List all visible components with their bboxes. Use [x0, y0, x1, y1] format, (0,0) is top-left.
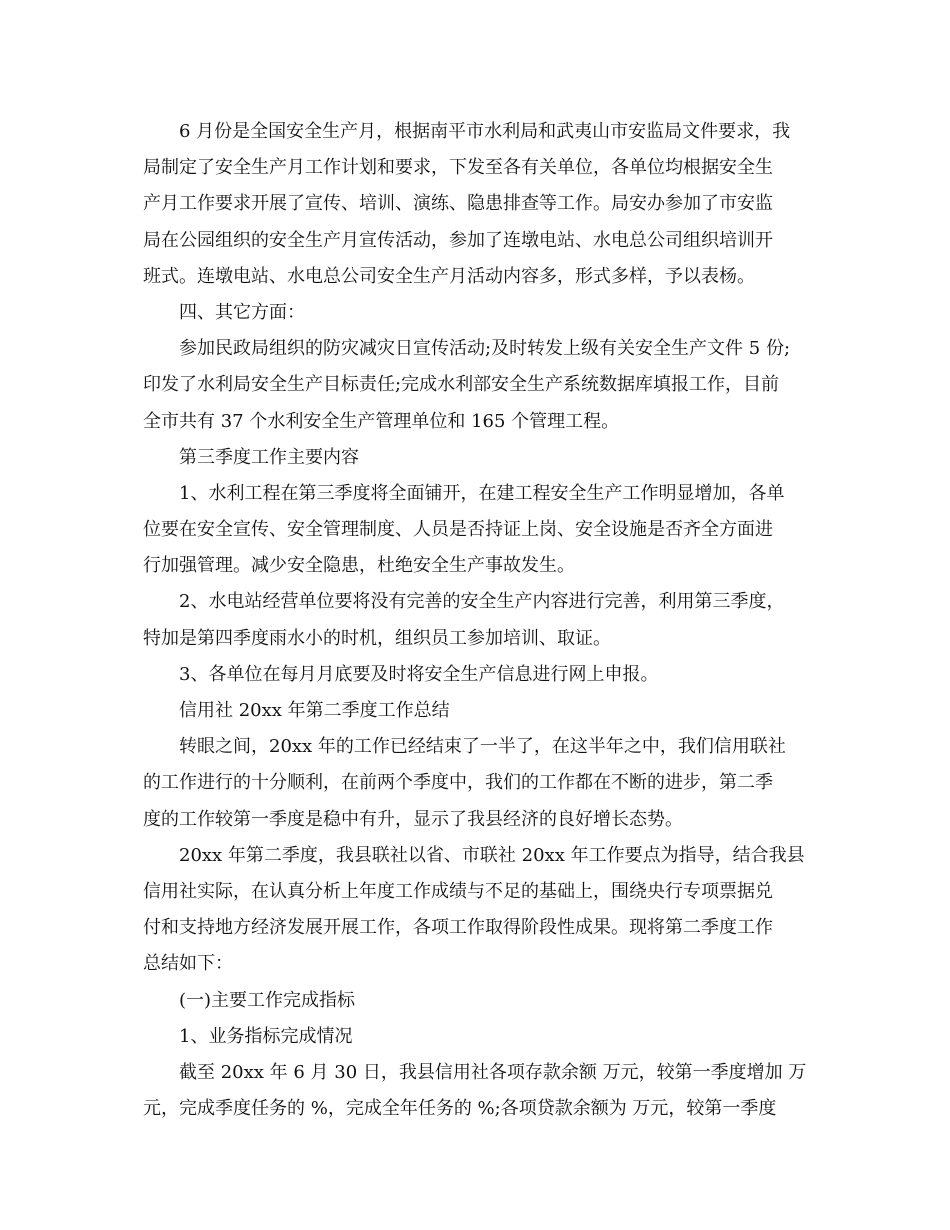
text-line: 班式。连墩电站、水电总公司安全生产月活动内容多，形式多样，予以表杨。: [143, 265, 755, 287]
section-heading-other: [143, 295, 807, 331]
text-line: 印发了水利局安全生产目标责任;完成水利部安全生产系统数据库填报工作，目前: [143, 374, 780, 396]
paragraph-q3-item-1: [143, 476, 807, 585]
paragraph-deposit-figures: [143, 1055, 807, 1127]
text-line: 局在公园组织的安全生产月宣传活动，参加了连墩电站、水电总公司组织培训开: [143, 229, 773, 251]
text-line: 信用社实际，在认真分析上年度工作成绩与不足的基础上，围绕央行专项票据兑: [143, 880, 773, 902]
text-line: 产月工作要求开展了宣传、培训、演练、隐患排查等工作。局安办参加了市安监: [143, 193, 773, 215]
paragraph-q3-item-3: [143, 657, 807, 693]
paragraph-half-year: [143, 729, 807, 838]
text-line: 行加强管理。减少安全隐患，杜绝安全生产事故发生。: [143, 555, 575, 577]
document-body: [143, 114, 807, 1127]
text-line: 总结如下：: [143, 953, 233, 975]
text-line: 四、其它方面：: [179, 301, 305, 323]
text-line: 20xx 年第二季度，我县联社以省、市联社 20xx 年工作要点为指导，结合我县: [179, 844, 805, 866]
text-line: 第三季度工作主要内容: [179, 446, 359, 468]
paragraph-q2-overview: [143, 838, 807, 983]
paragraph-other-activities: [143, 331, 807, 440]
text-line: 1、水利工程在第三季度将全面铺开，在建工程安全生产工作明显增加，各单: [179, 482, 785, 504]
text-line: 参加民政局组织的防灾减灾日宣传活动;及时转发上级有关安全生产文件 5 份;: [179, 338, 791, 360]
text-line: 特加是第四季度雨水小的时机，组织员工参加培训、取证。: [143, 627, 611, 649]
text-line: 3、各单位在每月月底要及时将安全生产信息进行网上申报。: [179, 663, 659, 685]
section-heading-credit-union: [143, 693, 807, 729]
text-line: (一)主要工作完成指标: [179, 989, 356, 1011]
text-line: 位要在安全宣传、安全管理制度、人员是否持证上岗、安全设施是否齐全方面进: [143, 519, 773, 541]
paragraph-q3-item-2: [143, 584, 807, 656]
text-line: 元，完成季度任务的 %，完成全年任务的 %;各项贷款余额为 万元，较第一季度: [143, 1098, 777, 1120]
section-heading-q3: [143, 440, 807, 476]
text-line: 度的工作较第一季度是稳中有升，显示了我县经济的良好增长态势。: [143, 808, 683, 830]
text-line: 2、水电站经营单位要将没有完善的安全生产内容进行完善，利用第三季度，: [179, 591, 785, 613]
section-heading-main-indicators: [143, 983, 807, 1019]
text-line: 全市共有 37 个水利安全生产管理单位和 165 个管理工程。: [143, 410, 620, 432]
text-line: 转眼之间，20xx 年的工作已经结束了一半了，在这半年之中，我们信用联社: [179, 736, 786, 758]
text-line: 局制定了安全生产月工作计划和要求，下发至各有关单位，各单位均根据安全生: [143, 157, 773, 179]
text-line: 信用社 20xx 年第二季度工作总结: [179, 700, 450, 721]
text-line: 的工作进行的十分顺利，在前两个季度中，我们的工作都在不断的进步，第二季: [143, 772, 773, 794]
text-line: 截至 20xx 年 6 月 30 日，我县信用社各项存款余额 万元，较第一季度增加 万: [179, 1061, 807, 1083]
text-line: 1、业务指标完成情况: [179, 1025, 353, 1047]
paragraph-safety-month: [143, 114, 807, 295]
section-heading-business-indicators: [143, 1019, 807, 1055]
text-line: 付和支持地方经济发展开展工作，各项工作取得阶段性成果。现将第二季度工作: [143, 917, 773, 939]
text-line: 6 月份是全国安全生产月，根据南平市水利局和武夷山市安监局文件要求，我: [179, 121, 791, 142]
